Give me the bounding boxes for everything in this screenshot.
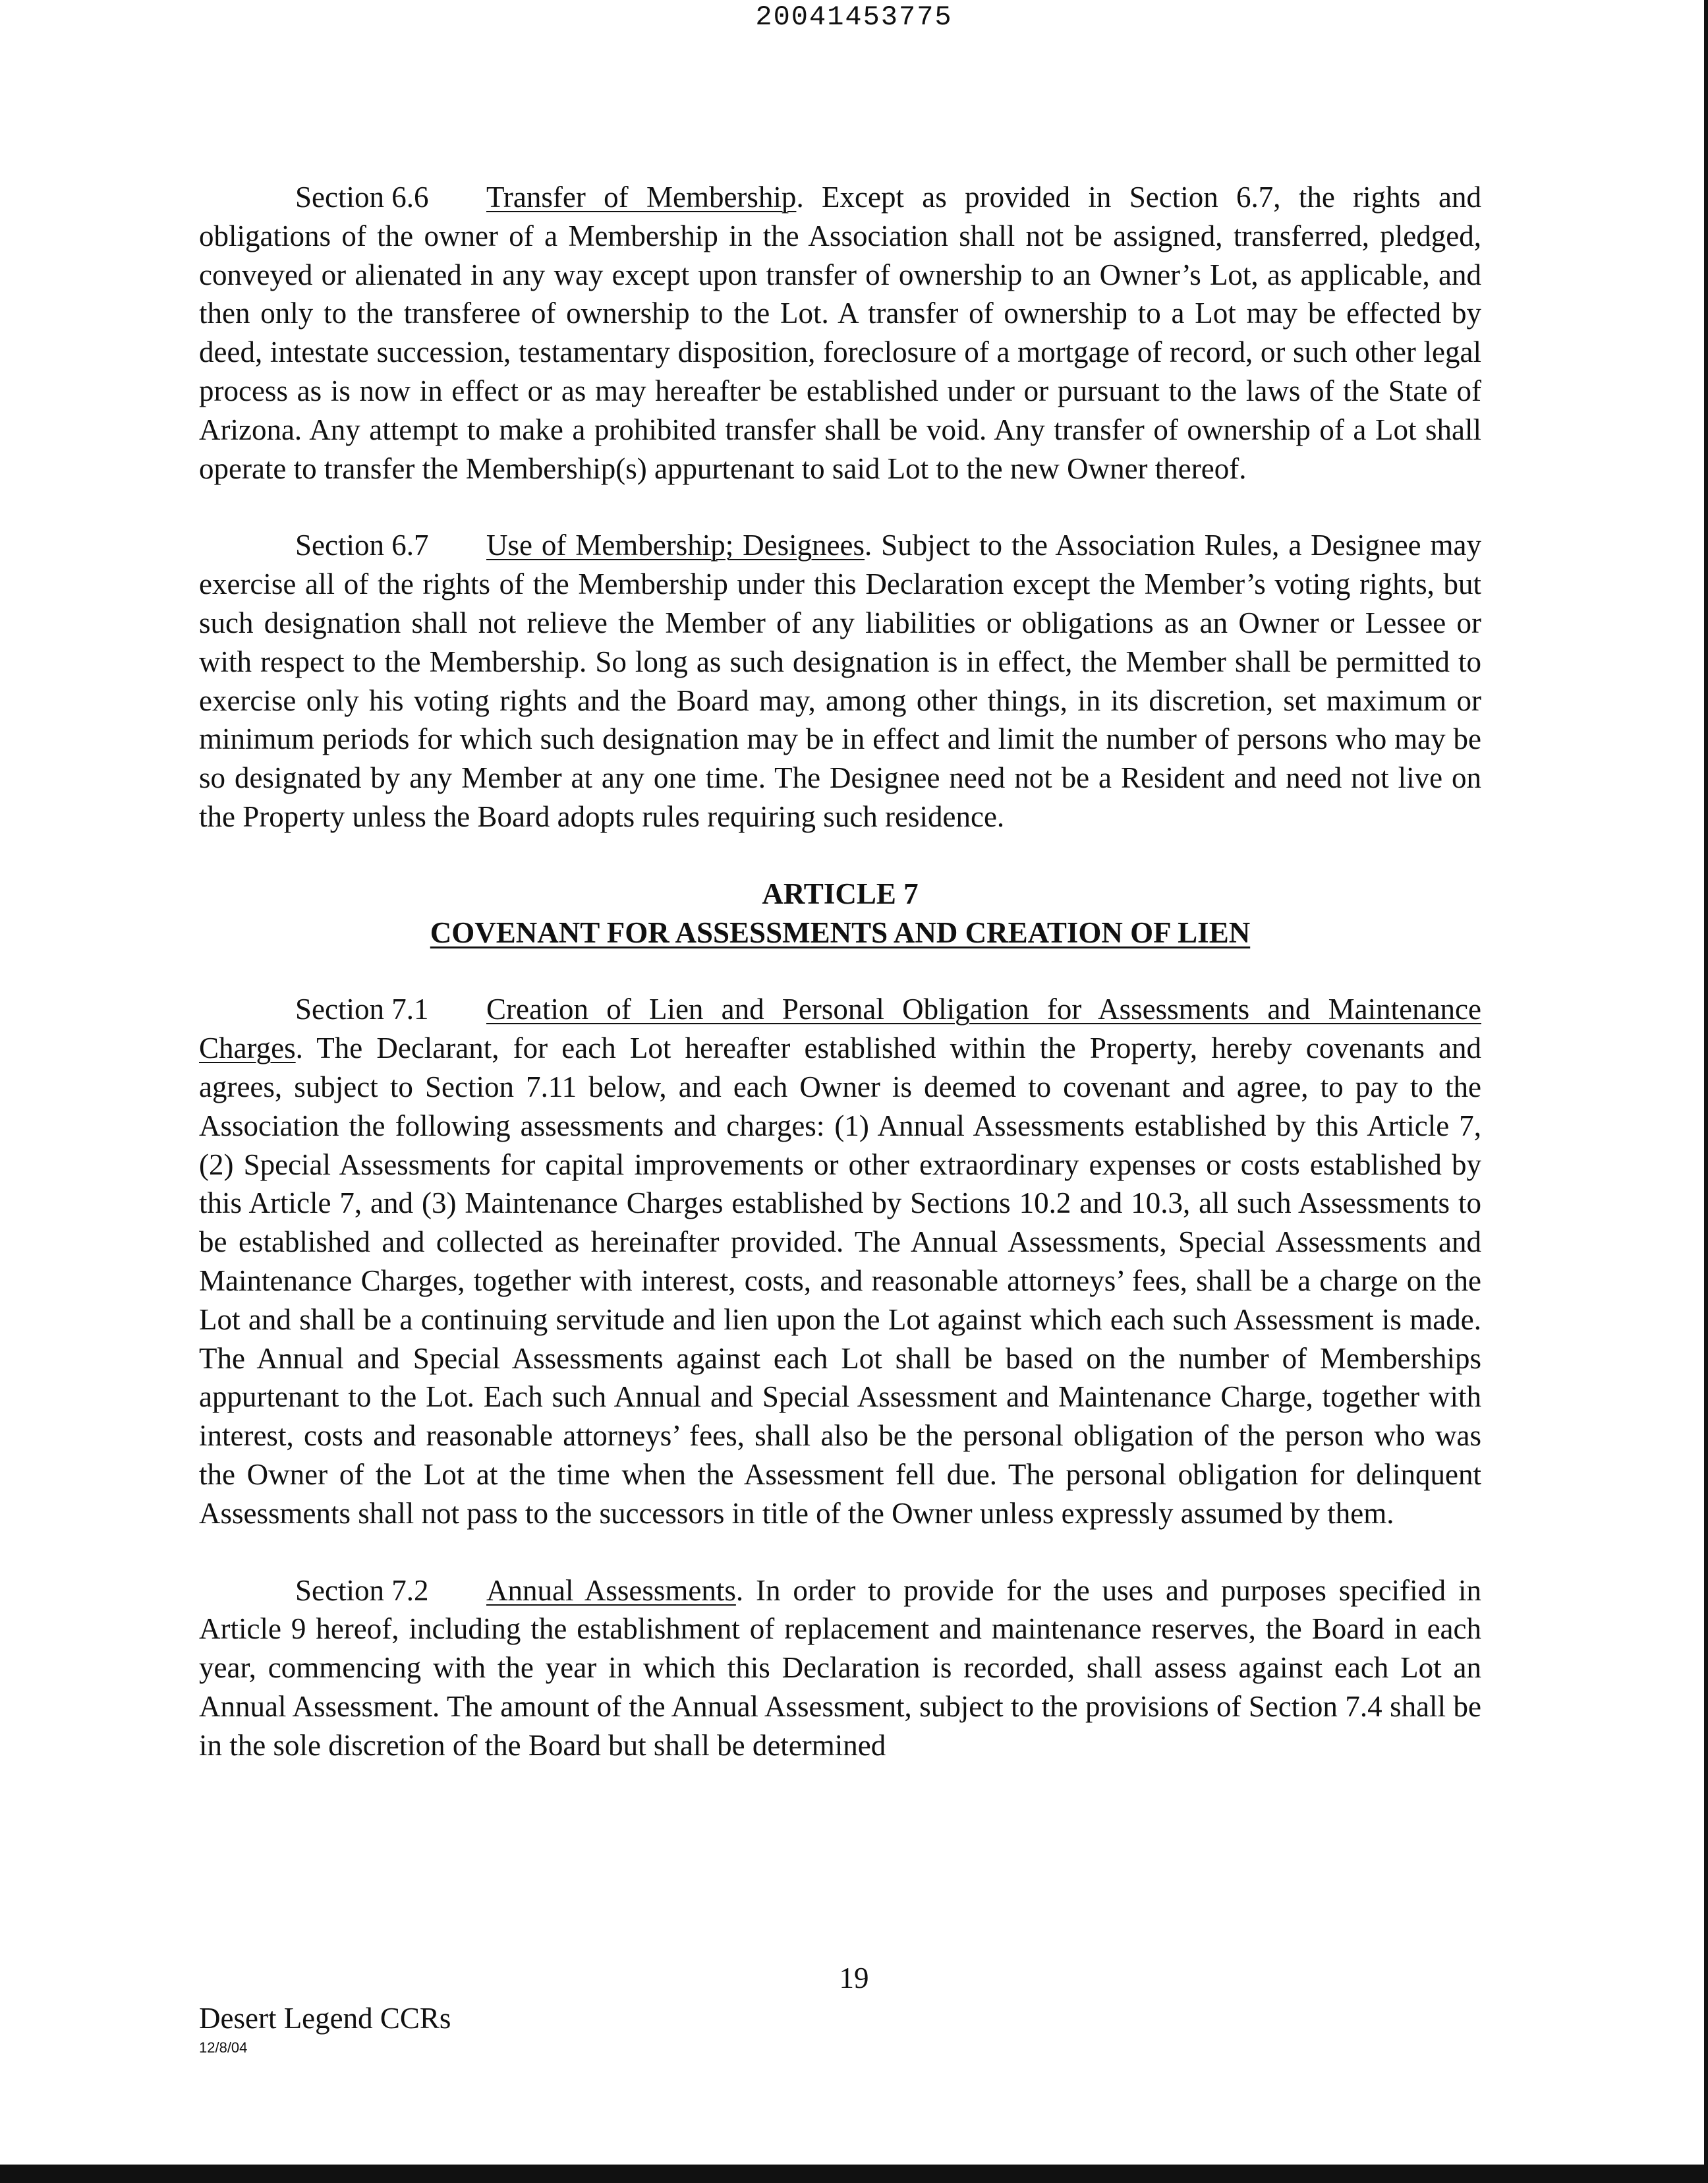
heading-period: . [735, 1573, 744, 1607]
article-label: ARTICLE 7 [762, 877, 919, 910]
heading-period: . [796, 181, 804, 214]
page-number: 19 [839, 1962, 869, 1994]
section-number: Section 7.2 [295, 1573, 429, 1607]
section-number: Section 6.7 [295, 529, 429, 562]
scan-edge-right [1704, 0, 1708, 2183]
section-body: The Declarant, for each Lot hereafter established within the Property, hereby covenants and agrees, subject to Section 7.11 below, and each Owner is deemed to covenant and agree, to pay to the Association the following assessments and charges: (1) Annual Assessments established by this Article 7, (2) Special Assessments for capital improvements or other extraordinary expenses or costs established by this Article 7, and (3) Maintenance Charges established by Sections 10.2 and 10.3, all such Assessments to be established and collected as hereinafter provided. The Annual Assessments, Special Assessments and Maintenance Charges, together with interest, costs, and reasonable attorneys’ fees, shall be a charge on the Lot and shall be a continuing servitude and lien upon the Lot against which each such Assessment is made. The Annual and Special Assessments against each Lot shall be based on the number of Memberships appurtenant to the Lot. Each such Annual and Special Assessment and Maintenance Charge, together with interest, costs and reasonable attorneys’ fees, shall also be the personal obligation of the person who was the Owner of the Lot at the time when the Assessment fell due. The personal obligation for delinquent Assessments shall not pass to the successors in title of the Owner unless expressly assumed by them. [199, 1032, 1481, 1530]
section-6-7-paragraph [199, 526, 1481, 836]
heading-period: . [295, 1032, 303, 1065]
heading-period: . [865, 529, 872, 562]
document-body [199, 178, 1481, 1764]
section-body: Except as provided in Section 6.7, the rights and obligations of the owner of a Membership in the Association shall not be assigned, transferred, pledged, conveyed or alienated in any way except upon transfer of ownership to an Owner’s Lot, as applicable, and then only to the transferee of ownership to the Lot. A transfer of ownership to a Lot may be effected by deed, intestate succession, testamentary disposition, foreclosure of a mortgage of record, or such other legal process as is now in effect or as may hereafter be established under or pursuant to the laws of the State of Arizona. Any attempt to make a prohibited transfer shall be void. Any transfer of ownership of a Lot shall operate to transfer the Membership(s) appurtenant to said Lot to the new Owner thereof. [199, 181, 1481, 485]
section-number: Section 6.6 [295, 181, 429, 214]
section-7-2-paragraph [199, 1571, 1481, 1765]
section-number: Section 7.1 [295, 993, 429, 1026]
scan-edge-bottom [0, 2165, 1708, 2183]
section-body: In order to provide for the uses and purposes specified in Article 9 hereof, including the establishment of replacement and maintenance reserves, the Board in each year, commencing with the year in which this Declaration is recorded, shall assess against each Lot an Annual Assessment. The amount of the Annual Assessment, subject to the provisions of Section 7.4 shall be in the sole discretion of the Board but shall be determined [199, 1573, 1482, 1762]
article-title: COVENANT FOR ASSESSMENTS AND CREATION OF LIEN [430, 916, 1251, 949]
article-heading [199, 875, 1481, 952]
document-number: 20041453775 [755, 1, 953, 33]
section-heading: Annual Assessments [486, 1573, 736, 1607]
footer-document-title: Desert Legend CCRs [199, 2002, 451, 2035]
section-heading: Use of Membership; Designees [486, 529, 865, 562]
section-heading: Creation of Lien and Personal Obligation for Assessments and Maintenance Charges [199, 993, 1481, 1065]
section-heading: Transfer of Membership [486, 181, 797, 214]
section-6-6-paragraph [199, 178, 1481, 488]
section-body: Subject to the Association Rules, a Designee may exercise all of the rights of the Membership under this Declaration except the Member’s voting rights, but such designation shall not relieve the Member of any liabilities or obligations as an Owner or Lessee or with respect to the Membership. So long as such designation is in effect, the Member shall be permitted to exercise only his voting rights and the Board may, among other things, in its discretion, set maximum or minimum periods for which such designation may be in effect and limit the number of persons who may be so designated by any Member at any one time. The Designee need not be a Resident and need not live on the Property unless the Board adopts rules requiring such residence. [199, 529, 1481, 833]
section-7-1-paragraph [199, 990, 1481, 1532]
footer-date: 12/8/04 [199, 2039, 248, 2056]
